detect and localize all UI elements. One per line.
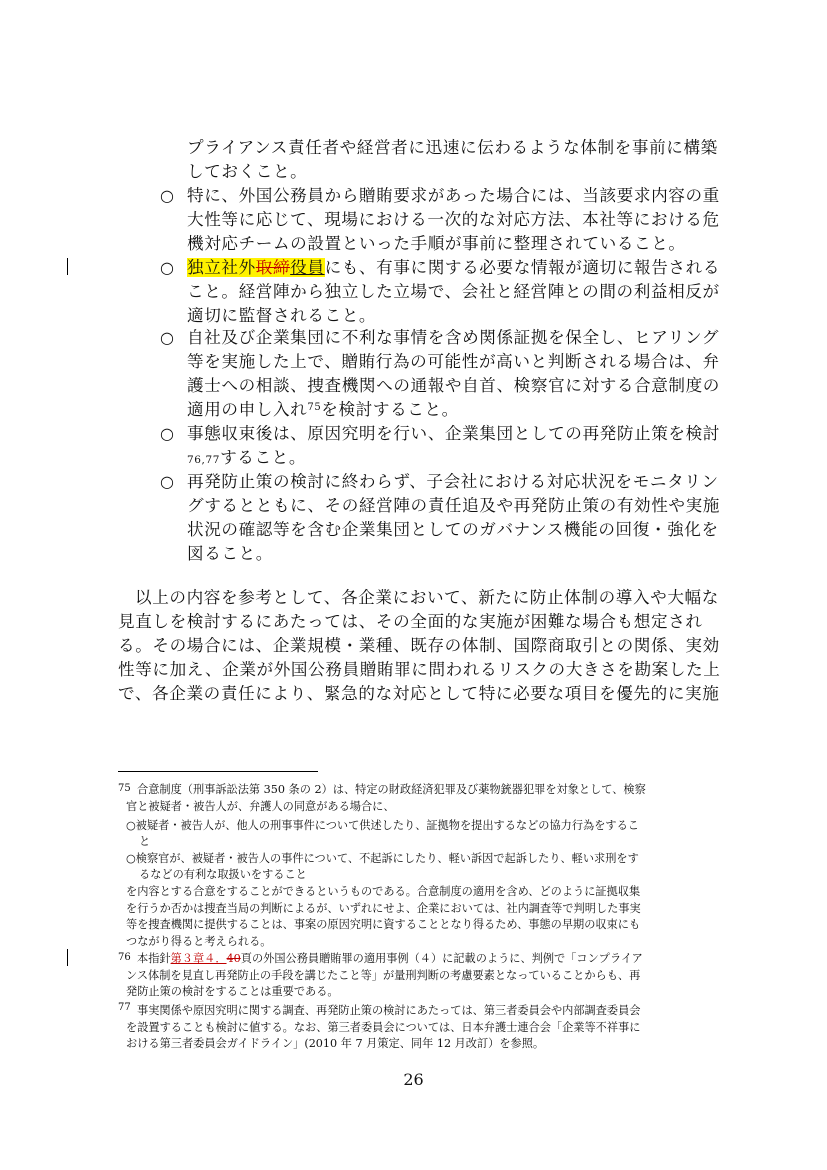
footnote-76-line-2: ンス体制を見直し再発防止の手段を講じたこと等」が量刑判断の考慮要素となっていることからも、再 <box>126 969 641 982</box>
footnote-ref-76-77[interactable]: 76,77 <box>187 454 221 466</box>
highlighted-text: 独立社外 <box>187 258 256 277</box>
bullet-circle-icon: ○ <box>160 328 174 347</box>
footnote-76-number: 76 <box>118 952 131 963</box>
bullet-5-line-4: 図ること。 <box>187 544 273 563</box>
footnote-76-text-rest: 頁の外国公務員贈賄罪の適用事例（４）に記載のように、判例で「コンプライア <box>240 952 643 965</box>
bullet-3-line-1: 自社及び企業集団に不利な事情を含め関係証拠を保全し、ヒアリング <box>187 328 720 347</box>
revision-bar <box>67 258 68 275</box>
bullet-5-line-1: 再発防止策の検討に終わらず、子会社における対応状況をモニタリン <box>187 472 719 491</box>
bullet-2-line-3: 適切に監督されること。 <box>187 306 377 325</box>
bullet-3-line-4-text-end: を検討すること。 <box>321 400 459 419</box>
footnote-75-line: と <box>139 835 151 848</box>
footnote-77-line: を設置することも検討に値する。なお、第三者委員会については、日本弁護士連合会「企業等不祥事に <box>126 1021 641 1034</box>
paragraph-line-3: る。その場合には、企業規模・業種、既存の体制、国際商取引との関係、実効 <box>118 636 720 655</box>
bullet-1-line-2: 大性等に応じて、現場における一次的な対応方法、本社等における危 <box>187 210 720 229</box>
footnote-75-line: 等を捜査機関に提供することは、事案の原因究明に資することとなり得るため、事態の早期の収束にも <box>126 918 641 931</box>
bullet-circle-icon: ○ <box>160 472 174 491</box>
bullet-3-line-2: 等を実施した上で、贈賄行為の可能性が高いと判断される場合は、弁 <box>187 352 720 371</box>
footnote-77-line: 事実関係や原因究明に関する調査、再発防止策の検討にあたっては、第三者委員会や内部調査委員会 <box>137 1004 641 1017</box>
bullet-circle-icon: ○ <box>160 258 174 277</box>
footnote-75-line: るなどの有利な取扱いをすること <box>139 868 307 881</box>
bullet-3-line-4 <box>187 398 459 422</box>
bullet-4-line-2 <box>187 446 306 472</box>
footnote-77-number: 77 <box>118 1002 131 1013</box>
bullet-3-line-4-text: 適用の申し入れ <box>187 400 308 419</box>
revision-bar <box>67 949 68 966</box>
bullet-continuation-line-2: しておくこと。 <box>187 162 308 181</box>
footnote-75-line: 官と被疑者・被告人が、弁護人の同意がある場合に、 <box>126 800 395 813</box>
inserted-text: 役員 <box>290 258 325 277</box>
footnote-75-line: ○検察官が、被疑者・被告人の事件について、不起訴にしたり、軽い訴因で起訴したり、軽い求刑をす <box>126 852 639 865</box>
bullet-2-line-1 <box>187 256 720 280</box>
footnote-separator <box>118 771 318 772</box>
deleted-text: 40 <box>226 952 241 965</box>
bullet-4-line-1: 事態収束後は、原因究明を行い、企業集団としての再発防止策を検討 <box>187 424 721 443</box>
footnote-76-text: 本指針 <box>137 952 171 965</box>
paragraph-line-5: で、各企業の責任により、緊急的な対応として特に必要な項目を優先的に実施 <box>118 684 720 703</box>
bullet-1-line-1: 特に、外国公務員から贈賄要求があった場合には、当該要求内容の重 <box>187 186 720 205</box>
footnote-75-line: を内容とする合意をすることができるというものである。合意制度の適用を含め、どのように証拠収集 <box>126 885 641 898</box>
footnote-76-line-3: 発防止策の検討をすることは重要である。 <box>126 985 339 998</box>
paragraph-line-1: 以上の内容を参考として、各企業において、新たに防止体制の導入や大幅な <box>135 588 719 607</box>
footnote-ref-75[interactable]: 75 <box>307 402 322 413</box>
page-number: 26 <box>403 1070 424 1089</box>
inserted-text: 第３章４． <box>170 952 227 965</box>
bullet-3-line-3: 護士への相談、捜査機関への通報や自首、検察官に対する合意制度の <box>187 376 721 395</box>
footnote-75-line: つながり得ると考えられる。 <box>126 935 272 948</box>
footnote-75-number: 75 <box>118 783 131 794</box>
footnote-77-line: おける第三者委員会ガイドライン」(2010 年 7 月策定、同年 12 月改訂）を参照。 <box>126 1037 545 1050</box>
bullet-continuation-line-1: プライアンス責任者や経営者に迅速に伝わるような体制を事前に構築 <box>187 138 718 157</box>
footnote-75-line: 合意制度（刑事訴訟法第 350 条の 2）は、特定の財政経済犯罪及び薬物銃器犯罪を対象として、検察 <box>137 783 646 796</box>
bullet-5-line-3: 状況の確認等を含む企業集団としてのガバナンス機能の回復・強化を <box>187 520 719 539</box>
footnote-75-line: を行うか否かは捜査当局の判断によるが、いずれにせよ、企業においては、社内調査等で判明した事実 <box>126 902 641 915</box>
bullet-circle-icon: ○ <box>160 424 174 443</box>
bullet-5-line-2: グするとともに、その経営陣の責任追及や再発防止策の有効性や実施 <box>187 496 721 515</box>
footnote-75-line: ○被疑者・被告人が、他人の刑事事件について供述したり、証拠物を提出するなどの協力行為をするこ <box>126 819 639 832</box>
bullet-4-line-2-text: すること。 <box>220 448 307 467</box>
bullet-circle-icon: ○ <box>160 186 174 205</box>
bullet-2-line-1-rest: にも、有事に関する必要な情報が適切に報告される <box>324 258 721 277</box>
footnote-76-line-1 <box>137 951 643 968</box>
paragraph-line-2: 見直しを検討するにあたっては、その全面的な実施が困難な場合も想定され <box>118 612 703 631</box>
paragraph-line-4: 性等に加え、企業が外国公務員贈賄罪に問われるリスクの大きさを勘案した上 <box>118 660 721 679</box>
bullet-2-line-2: こと。経営陣から独立した立場で、会社と経営陣との間の利益相反が <box>187 282 720 301</box>
deleted-text: 取締 <box>255 258 291 277</box>
bullet-1-line-3: 機対応チームの設置といった手順が事前に整理されていること。 <box>187 234 686 253</box>
